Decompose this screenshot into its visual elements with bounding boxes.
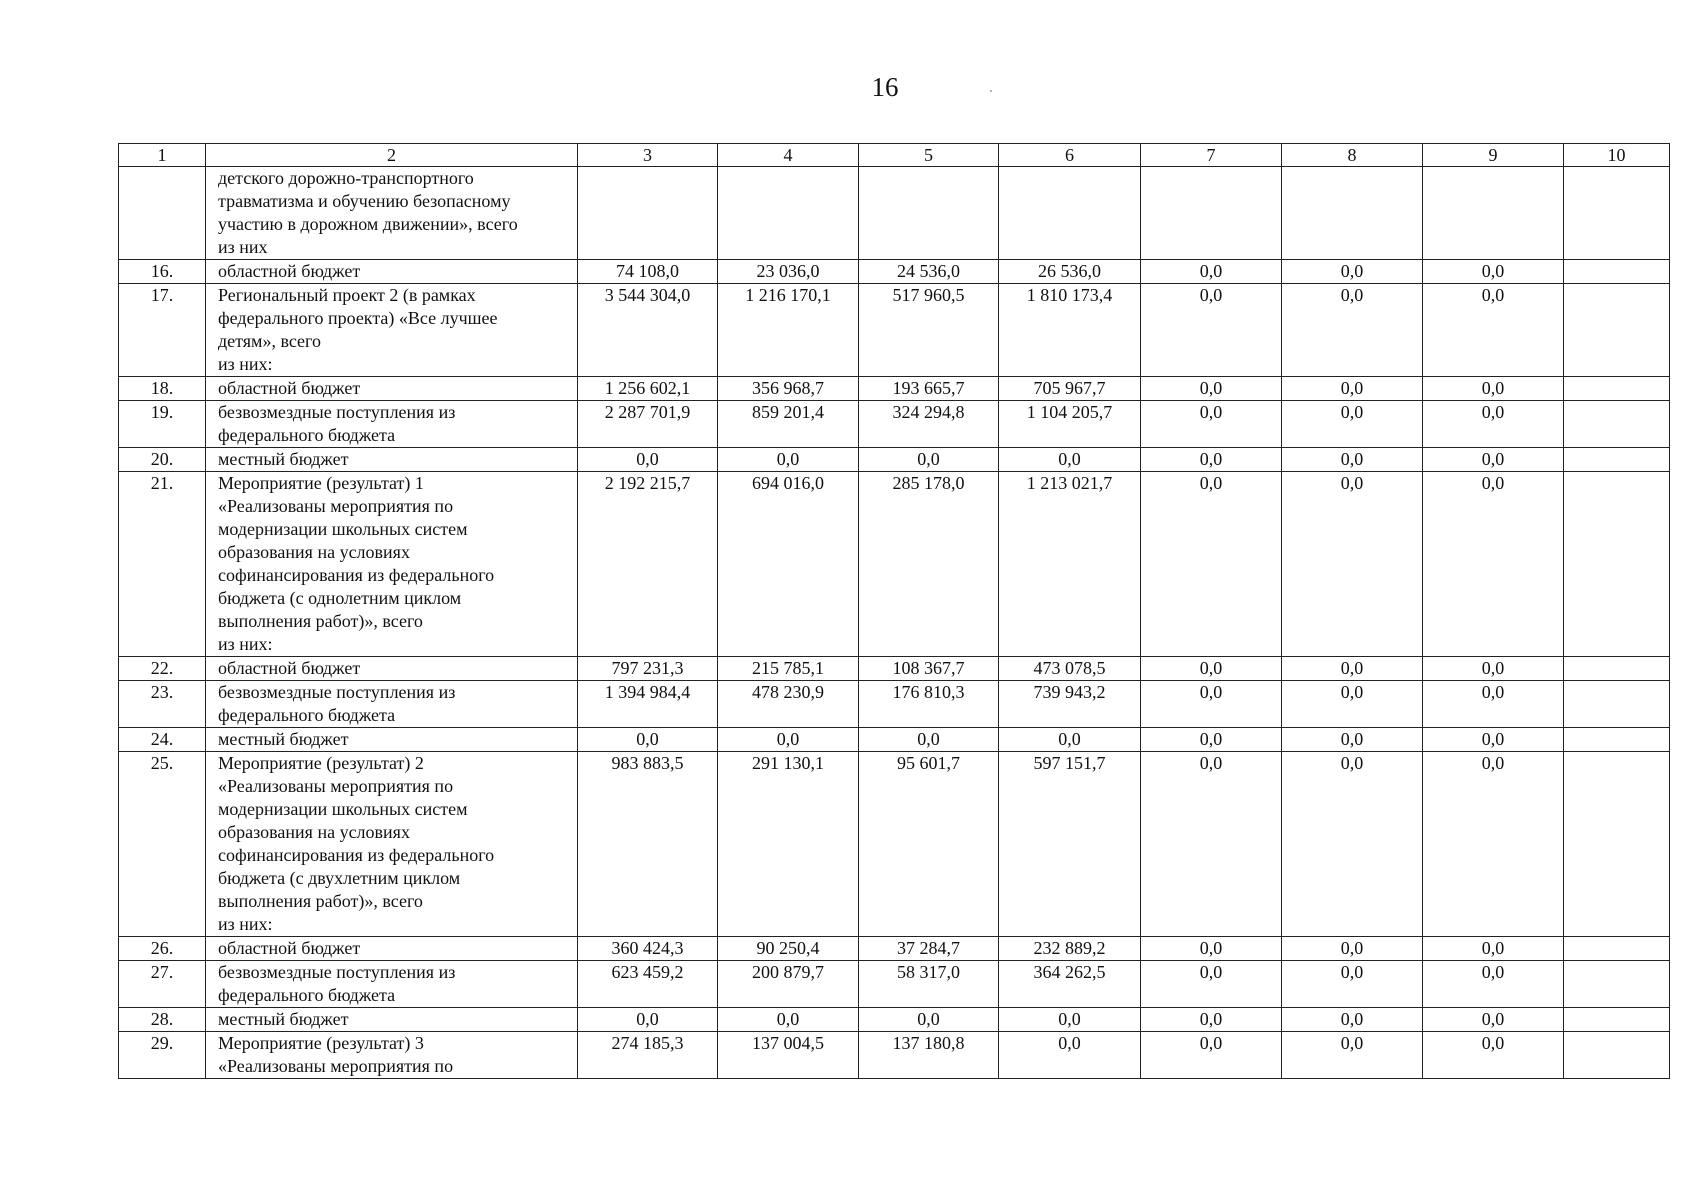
value-cell-col-5: 95 601,7 (859, 752, 999, 937)
description-line: Мероприятие (результат) 3 (218, 1033, 424, 1053)
description-line: софинансирования из федерального (218, 565, 495, 585)
value-cell-col-8: 0,0 (1282, 260, 1423, 284)
value-cell-col-9 (1423, 167, 1564, 260)
value-cell-col-9: 0,0 (1423, 284, 1564, 377)
table-row (119, 1032, 1670, 1079)
description-line: детям», всего (218, 331, 321, 351)
row-description (206, 1008, 578, 1032)
table-row (119, 377, 1670, 401)
value-cell-col-5: 193 665,7 (859, 377, 999, 401)
value-cell-col-9: 0,0 (1423, 1008, 1564, 1032)
value-cell-col-4: 859 201,4 (718, 401, 859, 448)
value-cell-col-8: 0,0 (1282, 937, 1423, 961)
column-header-8: 8 (1282, 144, 1423, 167)
value-cell-col-7: 0,0 (1141, 1032, 1282, 1079)
row-description (206, 472, 578, 657)
value-cell-col-3: 74 108,0 (578, 260, 718, 284)
column-header-5: 5 (859, 144, 999, 167)
value-cell-col-10 (1564, 681, 1670, 728)
value-cell-col-7: 0,0 (1141, 448, 1282, 472)
value-cell-col-3: 3 544 304,0 (578, 284, 718, 377)
value-cell-col-5: 324 294,8 (859, 401, 999, 448)
value-cell-col-7 (1141, 167, 1282, 260)
value-cell-col-3 (578, 167, 718, 260)
budget-table (118, 143, 1670, 1079)
value-cell-col-5: 285 178,0 (859, 472, 999, 657)
value-cell-col-7: 0,0 (1141, 681, 1282, 728)
row-description (206, 681, 578, 728)
value-cell-col-7: 0,0 (1141, 657, 1282, 681)
description-line: федерального бюджета (218, 705, 396, 725)
value-cell-col-6: 739 943,2 (999, 681, 1141, 728)
value-cell-col-4: 1 216 170,1 (718, 284, 859, 377)
value-cell-col-10 (1564, 1032, 1670, 1079)
value-cell-col-5: 24 536,0 (859, 260, 999, 284)
description-line: федерального бюджета (218, 425, 396, 445)
value-cell-col-3: 0,0 (578, 1008, 718, 1032)
table-row (119, 284, 1670, 377)
value-cell-col-9: 0,0 (1423, 260, 1564, 284)
page-number: 16 (871, 72, 899, 102)
value-cell-col-8 (1282, 167, 1423, 260)
value-cell-col-9: 0,0 (1423, 377, 1564, 401)
description-line: из них: (218, 354, 273, 374)
value-cell-col-5: 0,0 (859, 448, 999, 472)
description-line: софинансирования из федерального (218, 845, 495, 865)
value-cell-col-3: 274 185,3 (578, 1032, 718, 1079)
row-number: 28. (119, 1008, 206, 1032)
row-number: 16. (119, 260, 206, 284)
description-line: безвозмездные поступления из (218, 402, 456, 422)
value-cell-col-10 (1564, 752, 1670, 937)
value-cell-col-4: 23 036,0 (718, 260, 859, 284)
description-line: «Реализованы мероприятия по (218, 1056, 454, 1076)
value-cell-col-4: 0,0 (718, 448, 859, 472)
description-line: местный бюджет (218, 1009, 349, 1029)
value-cell-col-6: 0,0 (999, 448, 1141, 472)
value-cell-col-10 (1564, 377, 1670, 401)
value-cell-col-10 (1564, 472, 1670, 657)
value-cell-col-4: 215 785,1 (718, 657, 859, 681)
value-cell-col-3: 2 192 215,7 (578, 472, 718, 657)
value-cell-col-9: 0,0 (1423, 657, 1564, 681)
value-cell-col-7: 0,0 (1141, 1008, 1282, 1032)
value-cell-col-6 (999, 167, 1141, 260)
value-cell-col-9: 0,0 (1423, 937, 1564, 961)
value-cell-col-7: 0,0 (1141, 377, 1282, 401)
value-cell-col-7: 0,0 (1141, 472, 1282, 657)
table-row (119, 937, 1670, 961)
scan-speck (990, 90, 992, 92)
table-row (119, 657, 1670, 681)
value-cell-col-6: 0,0 (999, 1032, 1141, 1079)
column-header-1: 1 (119, 144, 206, 167)
row-number: 25. (119, 752, 206, 937)
description-line: федерального проекта) «Все лучшее (218, 308, 498, 328)
table-row (119, 472, 1670, 657)
value-cell-col-9: 0,0 (1423, 728, 1564, 752)
row-description (206, 752, 578, 937)
description-line: федерального бюджета (218, 985, 396, 1005)
value-cell-col-10 (1564, 260, 1670, 284)
description-line: участию в дорожном движении», всего (218, 214, 518, 234)
description-line: образования на условиях (218, 542, 410, 562)
description-line: Региональный проект 2 (в рамках (218, 285, 476, 305)
row-description (206, 728, 578, 752)
row-number: 20. (119, 448, 206, 472)
value-cell-col-4: 694 016,0 (718, 472, 859, 657)
row-description (206, 657, 578, 681)
value-cell-col-6: 1 104 205,7 (999, 401, 1141, 448)
table-row (119, 448, 1670, 472)
description-line: из них: (218, 914, 273, 934)
description-line: модернизации школьных систем (218, 799, 468, 819)
value-cell-col-4: 356 968,7 (718, 377, 859, 401)
value-cell-col-4: 200 879,7 (718, 961, 859, 1008)
description-line: безвозмездные поступления из (218, 682, 456, 702)
value-cell-col-8: 0,0 (1282, 448, 1423, 472)
row-description (206, 167, 578, 260)
value-cell-col-6: 26 536,0 (999, 260, 1141, 284)
value-cell-col-4: 478 230,9 (718, 681, 859, 728)
value-cell-col-8: 0,0 (1282, 284, 1423, 377)
value-cell-col-10 (1564, 448, 1670, 472)
value-cell-col-3: 360 424,3 (578, 937, 718, 961)
value-cell-col-10 (1564, 961, 1670, 1008)
value-cell-col-8: 0,0 (1282, 681, 1423, 728)
description-line: образования на условиях (218, 822, 410, 842)
value-cell-col-9: 0,0 (1423, 1032, 1564, 1079)
value-cell-col-4: 0,0 (718, 1008, 859, 1032)
value-cell-col-3: 0,0 (578, 728, 718, 752)
value-cell-col-5: 517 960,5 (859, 284, 999, 377)
description-line: «Реализованы мероприятия по (218, 496, 454, 516)
description-line: местный бюджет (218, 729, 349, 749)
value-cell-col-9: 0,0 (1423, 681, 1564, 728)
value-cell-col-8: 0,0 (1282, 752, 1423, 937)
value-cell-col-10 (1564, 167, 1670, 260)
value-cell-col-6: 0,0 (999, 728, 1141, 752)
value-cell-col-6: 597 151,7 (999, 752, 1141, 937)
description-line: областной бюджет (218, 261, 361, 281)
description-line: выполнения работ)», всего (218, 611, 423, 631)
value-cell-col-5: 58 317,0 (859, 961, 999, 1008)
description-line: областной бюджет (218, 378, 361, 398)
value-cell-col-6: 705 967,7 (999, 377, 1141, 401)
value-cell-col-3: 983 883,5 (578, 752, 718, 937)
row-description (206, 260, 578, 284)
table-row (119, 752, 1670, 937)
column-header-row (119, 144, 1670, 167)
row-description (206, 401, 578, 448)
value-cell-col-7: 0,0 (1141, 728, 1282, 752)
value-cell-col-7: 0,0 (1141, 961, 1282, 1008)
value-cell-col-3: 1 394 984,4 (578, 681, 718, 728)
row-number: 23. (119, 681, 206, 728)
column-header-7: 7 (1141, 144, 1282, 167)
value-cell-col-5: 0,0 (859, 1008, 999, 1032)
description-line: бюджета (с однолетним циклом (218, 588, 462, 608)
value-cell-col-3: 2 287 701,9 (578, 401, 718, 448)
value-cell-col-3: 0,0 (578, 448, 718, 472)
value-cell-col-6: 1 213 021,7 (999, 472, 1141, 657)
value-cell-col-9: 0,0 (1423, 752, 1564, 937)
row-description (206, 377, 578, 401)
value-cell-col-9: 0,0 (1423, 472, 1564, 657)
value-cell-col-3: 797 231,3 (578, 657, 718, 681)
value-cell-col-5: 108 367,7 (859, 657, 999, 681)
row-number: 24. (119, 728, 206, 752)
description-line: Мероприятие (результат) 1 (218, 473, 424, 493)
column-header-3: 3 (578, 144, 718, 167)
value-cell-col-9: 0,0 (1423, 448, 1564, 472)
value-cell-col-5: 137 180,8 (859, 1032, 999, 1079)
value-cell-col-4: 291 130,1 (718, 752, 859, 937)
value-cell-col-10 (1564, 1008, 1670, 1032)
value-cell-col-9: 0,0 (1423, 401, 1564, 448)
column-header-10: 10 (1564, 144, 1670, 167)
description-line: детского дорожно-транспортного (218, 168, 474, 188)
value-cell-col-4: 137 004,5 (718, 1032, 859, 1079)
value-cell-col-6: 232 889,2 (999, 937, 1141, 961)
row-number: 22. (119, 657, 206, 681)
description-line: бюджета (с двухлетним циклом (218, 868, 461, 888)
row-number: 19. (119, 401, 206, 448)
value-cell-col-6: 364 262,5 (999, 961, 1141, 1008)
value-cell-col-7: 0,0 (1141, 937, 1282, 961)
value-cell-col-8: 0,0 (1282, 472, 1423, 657)
row-number: 29. (119, 1032, 206, 1079)
value-cell-col-5: 37 284,7 (859, 937, 999, 961)
row-description (206, 1032, 578, 1079)
value-cell-col-10 (1564, 937, 1670, 961)
value-cell-col-4: 90 250,4 (718, 937, 859, 961)
value-cell-col-8: 0,0 (1282, 657, 1423, 681)
table-row (119, 681, 1670, 728)
value-cell-col-8: 0,0 (1282, 401, 1423, 448)
row-description (206, 937, 578, 961)
value-cell-col-5: 176 810,3 (859, 681, 999, 728)
table-row (119, 1008, 1670, 1032)
value-cell-col-7: 0,0 (1141, 284, 1282, 377)
value-cell-col-10 (1564, 728, 1670, 752)
value-cell-col-10 (1564, 284, 1670, 377)
value-cell-col-3: 1 256 602,1 (578, 377, 718, 401)
description-line: выполнения работ)», всего (218, 891, 423, 911)
value-cell-col-4: 0,0 (718, 728, 859, 752)
column-header-4: 4 (718, 144, 859, 167)
value-cell-col-6: 0,0 (999, 1008, 1141, 1032)
description-line: областной бюджет (218, 658, 361, 678)
value-cell-col-7: 0,0 (1141, 260, 1282, 284)
row-number: 27. (119, 961, 206, 1008)
description-line: областной бюджет (218, 938, 361, 958)
value-cell-col-8: 0,0 (1282, 961, 1423, 1008)
value-cell-col-6: 473 078,5 (999, 657, 1141, 681)
row-number: 17. (119, 284, 206, 377)
table-row (119, 167, 1670, 260)
value-cell-col-8: 0,0 (1282, 728, 1423, 752)
description-line: модернизации школьных систем (218, 519, 468, 539)
value-cell-col-5 (859, 167, 999, 260)
row-number: 18. (119, 377, 206, 401)
column-header-9: 9 (1423, 144, 1564, 167)
row-number: 26. (119, 937, 206, 961)
column-header-2: 2 (206, 144, 578, 167)
row-description (206, 961, 578, 1008)
description-line: «Реализованы мероприятия по (218, 776, 454, 796)
value-cell-col-8: 0,0 (1282, 1032, 1423, 1079)
table-row (119, 401, 1670, 448)
table-row (119, 961, 1670, 1008)
table-row (119, 260, 1670, 284)
description-line: травматизма и обучению безопасному (218, 191, 511, 211)
row-description (206, 284, 578, 377)
value-cell-col-4 (718, 167, 859, 260)
value-cell-col-6: 1 810 173,4 (999, 284, 1141, 377)
description-line: Мероприятие (результат) 2 (218, 753, 424, 773)
value-cell-col-5: 0,0 (859, 728, 999, 752)
value-cell-col-3: 623 459,2 (578, 961, 718, 1008)
value-cell-col-8: 0,0 (1282, 377, 1423, 401)
table-row (119, 728, 1670, 752)
value-cell-col-8: 0,0 (1282, 1008, 1423, 1032)
value-cell-col-7: 0,0 (1141, 401, 1282, 448)
column-header-6: 6 (999, 144, 1141, 167)
row-description (206, 448, 578, 472)
row-number (119, 167, 206, 260)
value-cell-col-10 (1564, 401, 1670, 448)
description-line: местный бюджет (218, 449, 349, 469)
description-line: из них (218, 237, 268, 257)
value-cell-col-10 (1564, 657, 1670, 681)
value-cell-col-9: 0,0 (1423, 961, 1564, 1008)
description-line: безвозмездные поступления из (218, 962, 456, 982)
row-number: 21. (119, 472, 206, 657)
value-cell-col-7: 0,0 (1141, 752, 1282, 937)
description-line: из них: (218, 634, 273, 654)
